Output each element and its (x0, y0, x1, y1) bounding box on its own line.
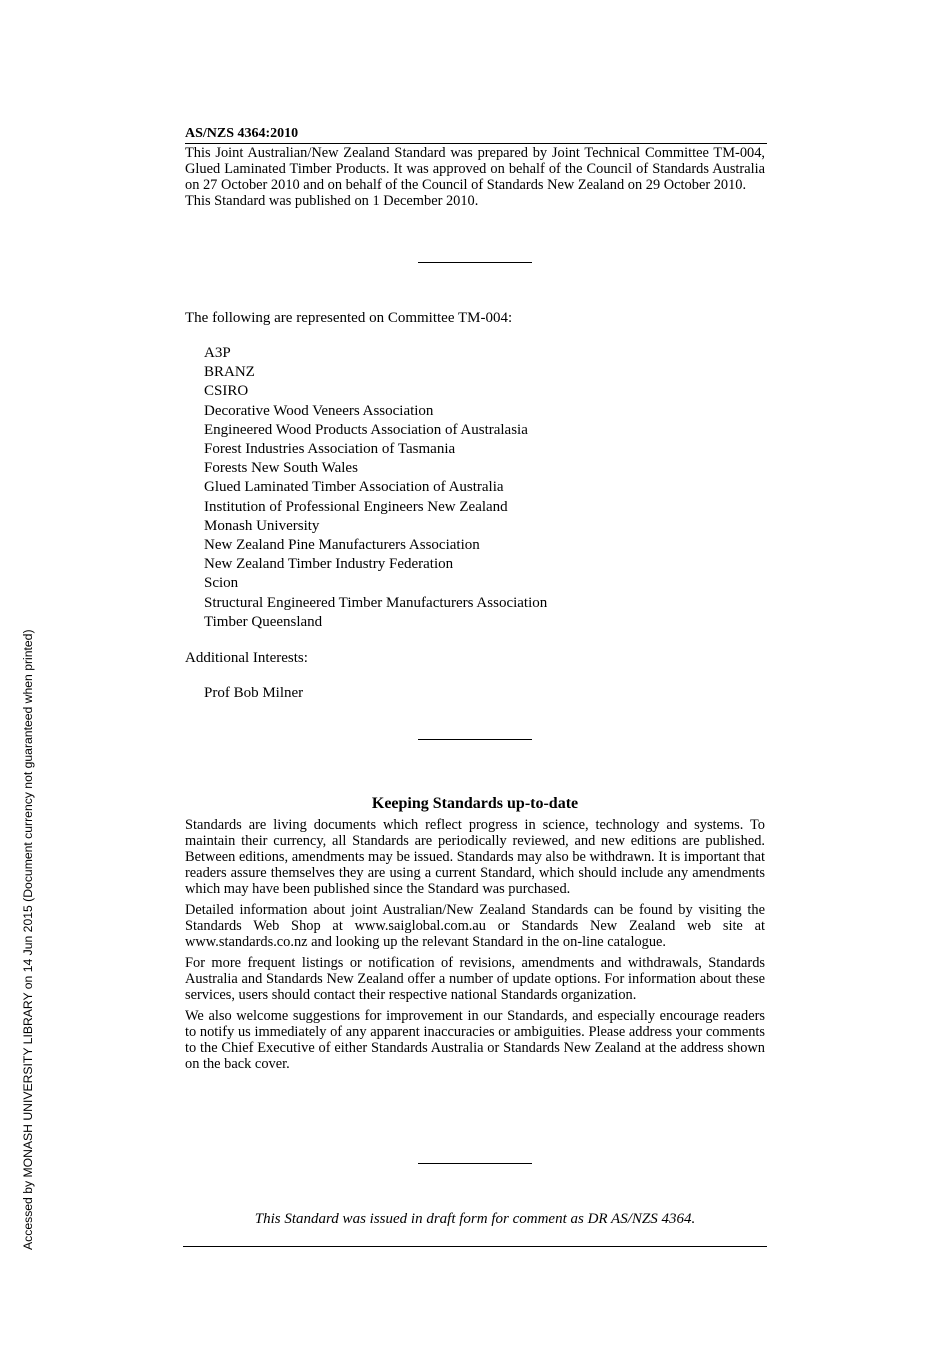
additional-interests-heading: Additional Interests: (185, 650, 308, 666)
additional-interests-list (204, 684, 303, 703)
section-divider-3 (418, 1163, 532, 1164)
committee-member: Forests New South Wales (204, 460, 358, 477)
committee-member: Institution of Professional Engineers New Zealand (204, 498, 508, 515)
section-divider-2 (418, 739, 532, 740)
additional-interest: Prof Bob Milner (204, 685, 304, 701)
keeping-paragraph: For more frequent listings or notification of revisions, amendments and withdrawals, Standards Australia and Standards New Zealand offer a number of update options. For information about these services, users should contact their respective national Standards organization. (185, 955, 765, 1003)
committee-member: Decorative Wood Veneers Association (204, 402, 434, 419)
committee-member: Engineered Wood Products Association of Australasia (204, 421, 528, 438)
committee-member: New Zealand Pine Manufacturers Association (204, 537, 480, 554)
committee-member: CSIRO (204, 383, 249, 400)
footer-rule (183, 1246, 767, 1247)
draft-note: This Standard was issued in draft form for comment as DR AS/NZS 4364. (254, 1211, 696, 1227)
standard-id: AS/NZS 4364:2010 (185, 126, 299, 141)
keeping-paragraph: Standards are living documents which reflect progress in science, technology and systems. To maintain their currency, all Standards are periodically reviewed, and new editions are published. Between editions, amendments may be issued. Standards may also be withdrawn. It is important that readers assure themselves they are using a current Standard, which should include any amendments which may have been published since the Standard was purchased. (185, 817, 765, 897)
preparation-block (185, 145, 765, 209)
keeping-paragraph: We also welcome suggestions for improvement in our Standards, and especially encourage readers to notify us immediately of any apparent inaccuracies or ambiguities. Please address your comments to the Chief Executive of either Standards Australia or Standards New Zealand at the address shown on the back cover. (185, 1008, 765, 1072)
committee-member: Structural Engineered Timber Manufacturers Association (204, 594, 548, 611)
keeping-paragraph: Detailed information about joint Australian/New Zealand Standards can be found by visiting the Standards Web Shop at www.saiglobal.com.au or Standards New Zealand web site at www.standards.co.nz and looking up the relevant Standard in the on-line catalogue. (185, 902, 765, 950)
header-rule (185, 143, 767, 144)
preparation-text: This Joint Australian/New Zealand Standard was prepared by Joint Technical Committee TM-004, Glued Laminated Timber Products. It was approved on behalf of the Council of Standards Australia on 27 October 2010 and on behalf of the Council of Standards New Zealand on 29 October 2010. (185, 145, 765, 193)
committee-member: Monash University (204, 517, 320, 534)
committee-member: New Zealand Timber Industry Federation (204, 556, 454, 573)
access-watermark: Accessed by MONASH UNIVERSITY LIBRARY on 14 Jun 2015 (Document currency not guaranteed when printed) (21, 629, 35, 1250)
keeping-standards-body (185, 817, 765, 1077)
committee-member: Scion (204, 575, 239, 592)
committee-member: Forest Industries Association of Tasmania (204, 441, 456, 458)
committee-member: Timber Queensland (204, 613, 323, 630)
keeping-standards-heading: Keeping Standards up-to-date (371, 795, 579, 812)
section-divider-1 (418, 262, 532, 263)
committee-member-list (204, 344, 547, 632)
committee-member: A3P (204, 345, 231, 361)
committee-heading: The following are represented on Committee TM-004: (185, 310, 513, 326)
committee-member: Glued Laminated Timber Association of Australia (204, 479, 504, 496)
committee-member: BRANZ (204, 364, 255, 381)
publication-text: This Standard was published on 1 December 2010. (185, 193, 479, 209)
